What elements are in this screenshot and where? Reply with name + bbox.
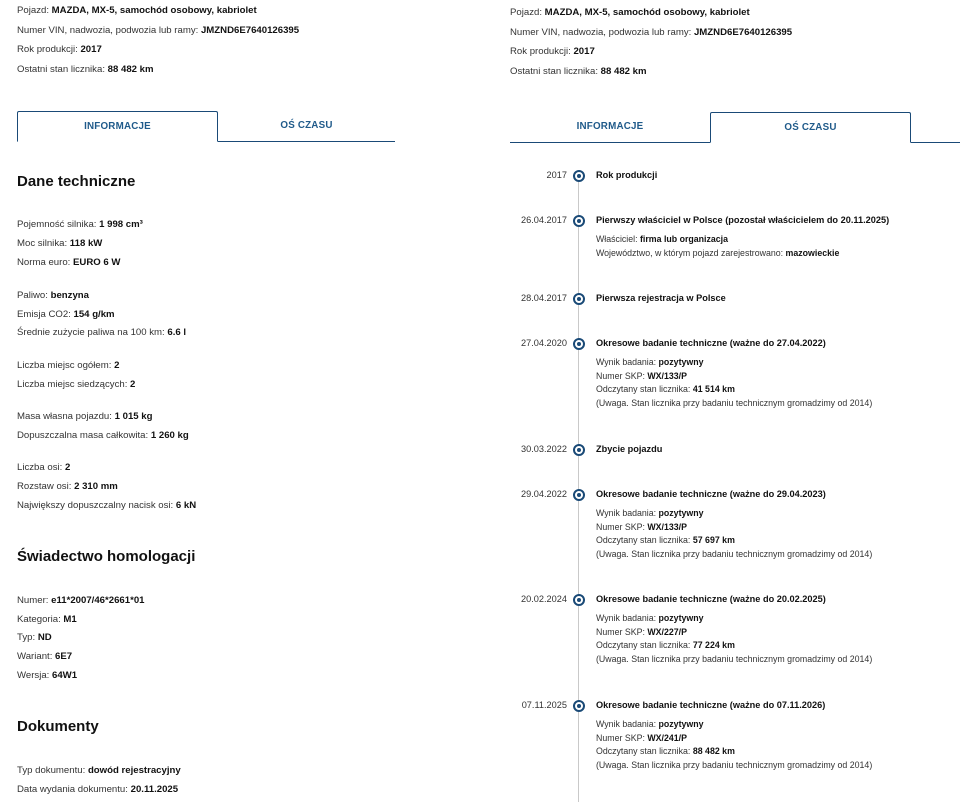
detail-value: 57 697 km (692, 535, 735, 545)
detail-value: WX/133/P (647, 521, 687, 532)
vehicle-name-row: Pojazd: MAZDA, MX-5, samochód osobowy, kabriolet (17, 5, 257, 16)
spec-label: Kategoria: (17, 614, 61, 625)
timeline-event-detail (596, 654, 872, 664)
timeline-event-detail (596, 733, 687, 743)
timeline-dot-icon (573, 700, 585, 712)
vehicle-name-row: Pojazd: MAZDA, MX-5, samochód osobowy, kabriolet (510, 7, 750, 18)
timeline-event-detail (596, 613, 704, 623)
timeline-event-detail (596, 640, 735, 650)
spec-row (17, 411, 152, 422)
spec-label: Typ dokumentu: (17, 765, 86, 776)
timeline-panel (492, 0, 980, 802)
tab-informacje[interactable]: INFORMACJE (576, 121, 644, 132)
timeline-event-title: Okresowe badanie techniczne (ważne do 20.02.2025) (596, 594, 826, 604)
detail-label: Właściciel: (596, 234, 638, 244)
spec-row (17, 614, 77, 625)
vin-row: Numer VIN, nadwozia, podwozia lub ramy: JMZND6E7640126395 (510, 26, 793, 38)
detail-value: 88 482 km (692, 746, 735, 756)
spec-value: 6.6 l (167, 327, 187, 338)
spec-row (17, 238, 102, 249)
spec-row (17, 481, 118, 492)
spec-value: 20.11.2025 (130, 784, 179, 795)
tab-os-czasu[interactable]: OŚ CZASU (280, 120, 333, 131)
spec-label: Moc silnika: (17, 238, 68, 249)
detail-value: WX/241/P (647, 732, 687, 743)
timeline-date: 27.04.2020 (521, 338, 567, 348)
detail-label: Wynik badania: (596, 508, 657, 518)
timeline-dot-icon (573, 338, 585, 350)
detail-label: (Uwaga. Stan licznika przy badaniu technicznym gromadzimy od 2014) (596, 759, 873, 770)
spec-value: benzyna (50, 290, 89, 301)
spec-label: Masa własna pojazdu: (17, 411, 112, 422)
timeline-event-title: Okresowe badanie techniczne (ważne do 27.04.2022) (596, 338, 826, 348)
detail-value: pozytywny (658, 613, 704, 623)
detail-value: 77 224 km (692, 640, 735, 650)
spec-value: 6E7 (55, 651, 73, 662)
timeline-date: 29.04.2022 (521, 489, 567, 499)
spec-value: 1 260 kg (150, 430, 189, 441)
timeline-date: 28.04.2017 (521, 293, 567, 303)
spec-row (17, 765, 181, 776)
detail-label: (Uwaga. Stan licznika przy badaniu technicznym gromadzimy od 2014) (596, 653, 873, 664)
detail-label: Odczytany stan licznika: (596, 746, 691, 756)
spec-value: dowód rejestracyjny (87, 765, 181, 776)
spec-row (17, 651, 72, 662)
detail-label: Numer SKP: (596, 626, 645, 637)
timeline-event-detail (596, 384, 735, 394)
vehicle-summary (17, 1, 299, 79)
detail-label: Odczytany stan licznika: (596, 384, 691, 394)
section-title-technical: Dane techniczne (17, 173, 136, 190)
spec-row (17, 257, 120, 268)
timeline-event-detail (596, 371, 687, 381)
spec-value: M1 (63, 614, 77, 625)
spec-row (17, 379, 135, 390)
spec-row (17, 309, 115, 320)
timeline-event-title: Okresowe badanie techniczne (ważne do 29.04.2023) (596, 489, 826, 499)
spec-label: Emisja CO2: (17, 309, 71, 320)
spec-label: Liczba osi: (17, 462, 63, 473)
timeline-event-detail (596, 522, 687, 532)
timeline-date: 20.02.2024 (521, 594, 567, 604)
timeline-date: 30.03.2022 (521, 444, 567, 454)
spec-row (17, 327, 186, 338)
detail-value: pozytywny (658, 357, 704, 367)
spec-row (17, 784, 178, 795)
tab-informacje[interactable]: INFORMACJE (17, 111, 218, 142)
spec-value: 2 (130, 379, 136, 390)
spec-value: 1 998 cm³ (99, 219, 143, 230)
spec-label: Paliwo: (17, 290, 48, 301)
spec-label: Średnie zużycie paliwa na 100 km: (17, 327, 165, 338)
production-year-row: Rok produkcji: 2017 (510, 46, 595, 57)
spec-value: e11*2007/46*2661*01 (51, 595, 145, 606)
timeline-event-title: Pierwszy właściciel w Polsce (pozostał właścicielem do 20.11.2025) (596, 215, 890, 225)
spec-value: ND (37, 632, 52, 643)
spec-row (17, 290, 89, 301)
spec-row (17, 430, 189, 441)
timeline-dot-icon (573, 170, 585, 182)
timeline-event-title: Pierwsza rejestracja w Polsce (596, 293, 726, 303)
timeline-event-detail (596, 234, 728, 244)
timeline-event-detail (596, 549, 872, 559)
timeline-event-title: Rok produkcji (596, 170, 658, 180)
tab-bar-timeline (510, 112, 960, 143)
timeline-event-detail (596, 508, 704, 518)
detail-label: Numer SKP: (596, 732, 645, 743)
section-title-homologation: Świadectwo homologacji (17, 548, 196, 565)
spec-row (17, 632, 52, 643)
timeline-event-detail (596, 719, 704, 729)
spec-value: 1 015 kg (114, 411, 153, 422)
detail-label: Wynik badania: (596, 613, 657, 623)
detail-label: (Uwaga. Stan licznika przy badaniu technicznym gromadzimy od 2014) (596, 397, 873, 408)
timeline-event-detail (596, 357, 704, 367)
odometer-row: Ostatni stan licznika: 88 482 km (510, 65, 647, 77)
spec-row (17, 595, 145, 606)
spec-value: 2 310 mm (74, 481, 118, 492)
detail-label: Województwo, w którym pojazd zarejestrowano: (596, 247, 784, 258)
spec-row (17, 360, 119, 371)
timeline-event-title: Okresowe badanie techniczne (ważne do 07.11.2026) (596, 700, 826, 710)
detail-value: 41 514 km (692, 384, 735, 394)
spec-label: Dopuszczalna masa całkowita: (17, 430, 149, 441)
vin-row: Numer VIN, nadwozia, podwozia lub ramy: JMZND6E7640126395 (17, 24, 300, 36)
detail-label: Numer SKP: (596, 370, 645, 381)
spec-label: Typ: (17, 632, 36, 643)
timeline-event-detail (596, 398, 872, 408)
spec-label: Wersja: (17, 670, 50, 681)
spec-value: 154 g/km (73, 309, 115, 320)
spec-label: Rozstaw osi: (17, 481, 72, 492)
spec-row (17, 670, 77, 681)
detail-value: mazowieckie (785, 247, 840, 258)
timeline-date: 26.04.2017 (521, 215, 567, 225)
detail-label: Wynik badania: (596, 719, 657, 729)
detail-label: (Uwaga. Stan licznika przy badaniu technicznym gromadzimy od 2014) (596, 548, 873, 559)
spec-label: Norma euro: (17, 257, 71, 268)
detail-value: pozytywny (658, 719, 704, 729)
spec-label: Największy dopuszczalny nacisk osi: (17, 500, 174, 511)
spec-value: EURO 6 W (73, 257, 121, 268)
detail-value: firma lub organizacja (640, 234, 728, 244)
section-title-documents: Dokumenty (17, 718, 99, 735)
detail-label: Odczytany stan licznika: (596, 535, 691, 545)
detail-value: WX/227/P (647, 626, 687, 637)
detail-value: WX/133/P (647, 370, 687, 381)
timeline-dot-icon (573, 594, 585, 606)
spec-label: Liczba miejsc siedzących: (17, 379, 128, 390)
timeline-date: 07.11.2025 (521, 700, 567, 710)
detail-value: pozytywny (658, 508, 704, 518)
spec-label: Wariant: (17, 651, 53, 662)
spec-value: 2 (65, 462, 71, 473)
spec-label: Data wydania dokumentu: (17, 784, 128, 795)
timeline-date: 2017 (546, 170, 567, 180)
spec-row (17, 219, 143, 230)
timeline-event-detail (596, 248, 839, 258)
spec-label: Pojemność silnika: (17, 219, 97, 230)
timeline-dot-icon (573, 444, 585, 456)
detail-label: Numer SKP: (596, 521, 645, 532)
vehicle-summary-timeline (510, 3, 792, 81)
timeline-event-detail (596, 760, 872, 770)
timeline-event-detail (596, 535, 735, 545)
timeline-dot-icon (573, 215, 585, 227)
detail-label: Odczytany stan licznika: (596, 640, 691, 650)
timeline-dot-icon (573, 293, 585, 305)
production-year-row: Rok produkcji: 2017 (17, 44, 102, 55)
detail-label: Wynik badania: (596, 357, 657, 367)
tab-os-czasu[interactable]: OŚ CZASU (710, 112, 911, 143)
timeline-dot-icon (573, 489, 585, 501)
timeline-event-detail (596, 746, 735, 756)
spec-value: 118 kW (69, 238, 103, 249)
spec-row (17, 462, 70, 473)
odometer-row: Ostatni stan licznika: 88 482 km (17, 63, 154, 75)
spec-value: 64W1 (52, 670, 78, 681)
spec-label: Liczba miejsc ogółem: (17, 360, 112, 371)
spec-value: 6 kN (175, 500, 197, 511)
spec-value: 2 (114, 360, 120, 371)
spec-row (17, 500, 196, 511)
timeline-event-detail (596, 627, 687, 637)
timeline-event-title: Zbycie pojazdu (596, 444, 663, 454)
tab-bar (17, 111, 395, 142)
spec-label: Numer: (17, 595, 49, 606)
